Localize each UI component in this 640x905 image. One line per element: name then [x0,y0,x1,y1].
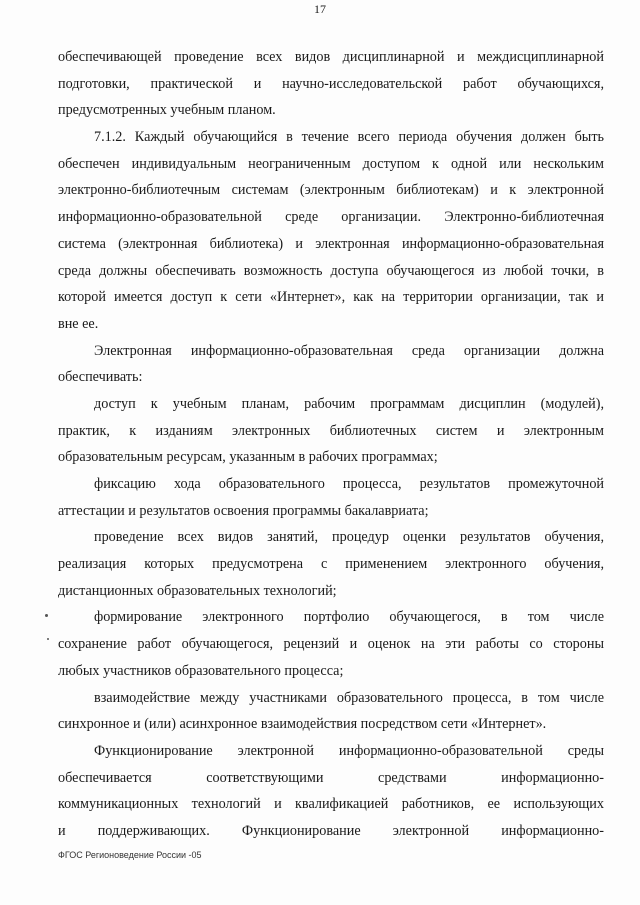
text-line: практик, к изданиям электронных библиотечных систем и электронным [58,422,604,439]
text-line: сохранение работ обучающегося, рецензий и оценок на эти работы со стороны [58,636,604,653]
text-line: доступ к учебным планам, рабочим программам дисциплин (модулей), [94,395,604,412]
text-line: Функционирование электронной информационно-образовательной среды [94,742,604,759]
text-line: проведение всех видов занятий, процедур оценки результатов обучения, [94,529,604,546]
page-number: 17 [314,2,326,16]
text-line: Электронная информационно-образовательная среда организации должна [94,342,604,359]
text-line: обеспечивается соответствующими средствами информационно- [58,769,604,786]
scan-speck [47,638,49,640]
text-line: и поддерживающих. Функционирование электронной информационно- [58,822,604,839]
text-line: предусмотренных учебным планом. [58,102,276,119]
document-body [58,44,604,845]
text-line: фиксацию хода образовательного процесса, результатов промежуточной [94,476,604,492]
text-line: аттестации и результатов освоения программы бакалавриата; [58,502,429,519]
text-line: обеспечивающей проведение всех видов дисциплинарной и междисциплинарной [58,49,604,65]
text-line: 7.1.2. Каждый обучающийся в течение всего периода обучения должен быть [94,129,604,146]
footer-text: ФГОС Регионоведение России -05 [58,850,202,860]
text-line: коммуникационных технологий и квалификацией работников, ее использующих [58,796,604,813]
text-line: образовательным ресурсам, указанным в рабочих программах; [58,449,438,466]
text-line: формирование электронного портфолио обучающегося, в том числе [94,609,604,626]
text-line: любых участников образовательного процесса; [58,662,344,679]
text-line: вне ее. [58,315,99,332]
text-line: обеспечивать: [58,369,143,386]
text-line: система (электронная библиотека) и электронная информационно-образовательная [58,235,604,252]
scan-speck [45,614,48,617]
text-line: среда должны обеспечивать возможность доступа обучающегося из любой точки, в [58,262,604,279]
text-line: дистанционных образовательных технологий; [58,582,337,599]
text-line: реализация которых предусмотрена с применением электронного обучения, [58,556,604,573]
text-line: которой имеется доступ к сети «Интернет», как на территории организации, так и [58,289,604,306]
text-line: обеспечен индивидуальным неограниченным доступом к одной или нескольким [58,155,604,172]
text-line: информационно-образовательной среде организации. Электронно-библиотечная [58,209,604,226]
text-line: электронно-библиотечным системам (электронным библиотекам) и к электронной [58,182,604,199]
text-line: синхронное и (или) асинхронное взаимодействия посредством сети «Интернет». [58,716,547,733]
text-line: подготовки, практической и научно-исследовательской работ обучающихся, [58,75,604,92]
text-line: взаимодействие между участниками образовательного процесса, в том числе [94,689,604,706]
